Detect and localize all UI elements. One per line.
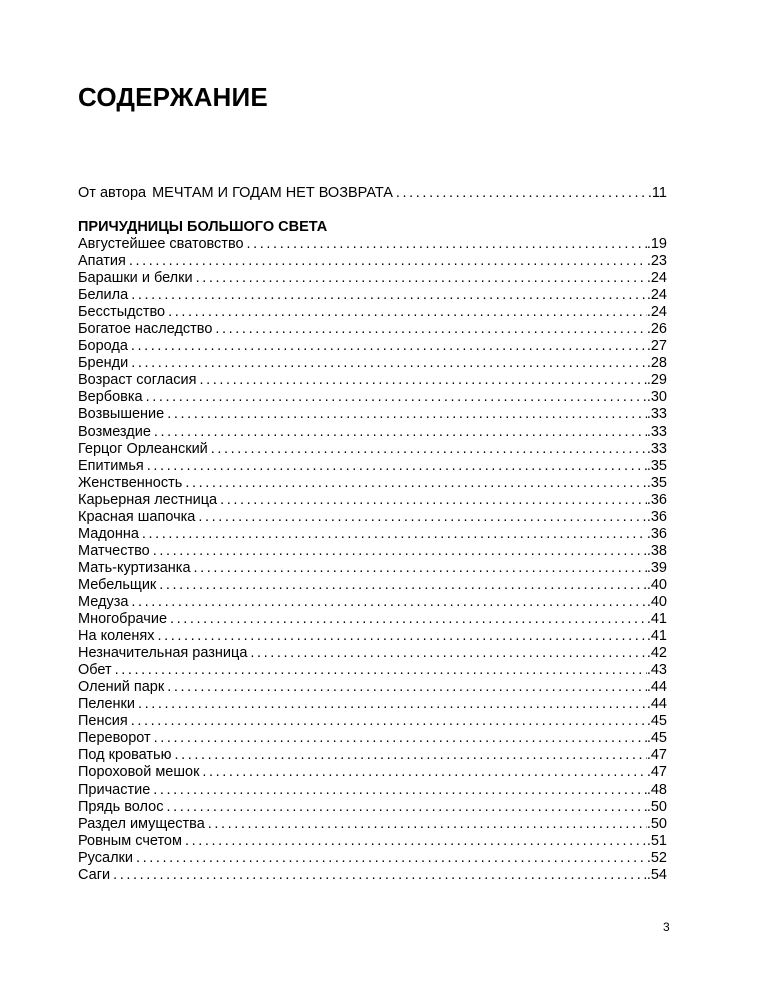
toc-entry-title: Пенсия [78,713,128,730]
toc-entry[interactable] [78,543,667,560]
toc-entry[interactable] [78,492,667,509]
toc-entry-page: .50 [646,798,667,815]
toc-entry-page: .36 [646,491,667,508]
toc-entry[interactable] [78,304,667,321]
dot-leader [135,696,647,713]
dot-leader [196,372,646,389]
dot-leader [191,560,647,577]
toc-entry[interactable] [78,747,667,764]
dot-leader [151,730,647,747]
toc-entry[interactable] [78,645,667,662]
toc-entry[interactable] [78,287,667,304]
toc-entry[interactable] [78,355,667,372]
toc-entry-page: .19 [646,236,667,252]
toc-entry[interactable] [78,816,667,833]
dot-leader [195,509,646,526]
dot-leader [133,850,647,867]
dot-leader [139,526,647,543]
author-entry-title: МЕЧТАМ И ГОДАМ НЕТ ВОЗВРАТА [152,185,393,201]
author-entry[interactable] [78,185,667,202]
toc-entry-title: Русалки [78,849,133,866]
toc-entry-title: Раздел имущества [78,815,205,832]
toc-entry-page: .40 [646,593,667,610]
toc-entry-title: Многобрачие [78,611,168,628]
dot-leader [182,475,647,492]
dot-leader [244,236,647,253]
toc-entry-page: .50 [646,815,667,832]
dot-leader [167,611,647,628]
toc-entry-page: .33 [646,406,667,423]
dot-leader [128,713,647,730]
toc-entry-title: Мать-куртизанка [78,559,191,576]
toc-entry[interactable] [78,321,667,338]
dot-leader [128,594,646,611]
toc-entry[interactable] [78,713,667,730]
toc-entry-page: .40 [646,576,667,593]
toc-entry-title: Возраст согласия [78,372,197,389]
toc-entry-title: Олений парк [78,679,165,696]
toc-entry-page: .45 [646,713,667,730]
dot-leader [247,645,646,662]
toc-entry-title: Бесстыдство [78,304,166,321]
toc-entry-page: .47 [646,764,667,781]
toc-entry-title: Причастие [78,781,151,798]
toc-entry-title: Незначительная разница [78,645,248,662]
toc-entry[interactable] [78,406,667,423]
toc-entry-page: .54 [646,866,667,883]
dot-leader [151,424,647,441]
toc-entry[interactable] [78,730,667,747]
toc-entry-title: Белила [78,287,129,304]
toc-entry-title: Барашки и белки [78,270,193,287]
page-title: СОДЕРЖАНИЕ [78,82,268,112]
author-entry-prefix: От автора [78,185,147,201]
toc-entry[interactable] [78,850,667,867]
toc-entry-page: .30 [646,389,667,406]
page-number: 3 [663,920,670,934]
toc-entry-title: Бренди [78,355,129,372]
toc-entry-page: .36 [646,525,667,542]
toc-entry-page: .24 [646,304,667,321]
toc-entry-page: .44 [646,696,667,713]
toc-entry[interactable] [78,611,667,628]
toc-entry-page: .29 [646,372,667,389]
toc-entry[interactable] [78,628,667,645]
toc-entry[interactable] [78,509,667,526]
author-entry-page: .11 [647,185,667,201]
toc-entry[interactable] [78,458,667,475]
dot-leader [182,833,647,850]
dot-leader [150,782,647,799]
toc-entry-title: Ровным счетом [78,832,182,849]
toc-entry-page: .48 [646,781,667,798]
toc-entry-title: Пороховой мешок [78,764,200,781]
toc-entry[interactable] [78,833,667,850]
dot-leader [143,389,647,406]
toc-entry-page: .28 [646,355,667,372]
toc-entry-page: .43 [646,662,667,679]
toc-list [78,236,667,884]
toc-entry-page: .33 [646,440,667,457]
toc-entry[interactable] [78,389,667,406]
toc-entry-title: Медуза [78,593,129,610]
toc-entry[interactable] [78,867,667,884]
dot-leader [164,406,647,423]
dot-leader [165,304,647,321]
dot-leader [154,628,646,645]
dot-leader [193,270,647,287]
toc-entry-page: .35 [646,474,667,491]
toc-entry[interactable] [78,270,667,287]
toc-entry[interactable] [78,338,667,355]
toc-entry-title: Мадонна [78,525,139,542]
toc-entry-page: .44 [646,679,667,696]
toc-entry-page: .36 [646,508,667,525]
dot-leader [112,662,647,679]
toc-entry-title: Епитимья [78,457,144,474]
toc-entry-title: Переворот [78,730,151,747]
toc-entry-title: На коленях [78,628,155,645]
toc-entry-title: Возвышение [78,406,165,423]
toc-entry-page: .45 [646,730,667,747]
dot-leader [208,441,647,458]
toc-entry[interactable] [78,577,667,594]
toc-entry[interactable] [78,372,667,389]
toc-entry[interactable] [78,560,667,577]
toc-entry-title: Красная шапочка [78,508,196,525]
dot-leader [150,543,647,560]
toc-entry-title: Женственность [78,474,183,491]
toc-entry-page: .24 [646,287,667,304]
toc-entry-title: Богатое наследство [78,321,213,338]
toc-entry-page: .27 [646,338,667,355]
toc-entry-page: .35 [646,457,667,474]
toc-entry-title: Апатия [78,253,126,270]
toc-entry[interactable] [78,253,667,270]
dot-leader [144,458,647,475]
dot-leader [393,185,648,202]
toc-entry-page: .51 [646,832,667,849]
toc-entry-page: .26 [646,321,667,338]
toc-entry-page: .39 [646,559,667,576]
toc-entry[interactable] [78,679,667,696]
toc-entry-title: Борода [78,338,128,355]
toc-entry-title: Карьерная лестница [78,491,218,508]
toc-entry[interactable] [78,441,667,458]
toc-entry-title: Под кроватью [78,747,172,764]
dot-leader [110,867,647,884]
toc-entry-title: Мебельщик [78,576,157,593]
toc-entry-page: .38 [646,542,667,559]
dot-leader [199,764,646,781]
toc-entry[interactable] [78,526,667,543]
toc-entry[interactable] [78,764,667,781]
toc-entry-page: .23 [646,253,667,270]
toc-entry[interactable] [78,799,667,816]
toc-entry-page: .41 [646,628,667,645]
toc-entry-title: Возмездие [78,423,151,440]
toc-entry[interactable] [78,475,667,492]
toc-entry[interactable] [78,236,667,253]
dot-leader [205,816,647,833]
toc-entry-page: .52 [646,849,667,866]
toc-entry-title: Матчество [78,542,150,559]
dot-leader [217,492,647,509]
toc-entry[interactable] [78,424,667,441]
dot-leader [172,747,647,764]
dot-leader [128,355,647,372]
toc-entry[interactable] [78,662,667,679]
toc-entry[interactable] [78,782,667,799]
dot-leader [212,321,646,338]
toc-entry-page: .41 [646,611,667,628]
toc-entry-title: Вербовка [78,389,143,406]
toc-entry[interactable] [78,594,667,611]
toc-entry-page: .47 [646,747,667,764]
dot-leader [128,287,647,304]
toc-entry[interactable] [78,696,667,713]
toc-entry-title: Герцог Орлеанский [78,440,208,457]
toc-entry-title: Обет [78,662,112,679]
toc-entry-title: Прядь волос [78,798,164,815]
dot-leader [163,799,646,816]
section-heading: ПРИЧУДНИЦЫ БОЛЬШОГО СВЕТА [78,219,328,235]
dot-leader [156,577,647,594]
toc-entry-title: Пеленки [78,696,135,713]
dot-leader [126,253,647,270]
toc-entry-title: Августейшее сватовство [78,236,244,252]
dot-leader [164,679,647,696]
toc-entry-title: Саги [78,866,111,883]
toc-entry-page: .42 [646,645,667,662]
toc-entry-page: .33 [646,423,667,440]
dot-leader [128,338,647,355]
toc-entry-page: .24 [646,270,667,287]
